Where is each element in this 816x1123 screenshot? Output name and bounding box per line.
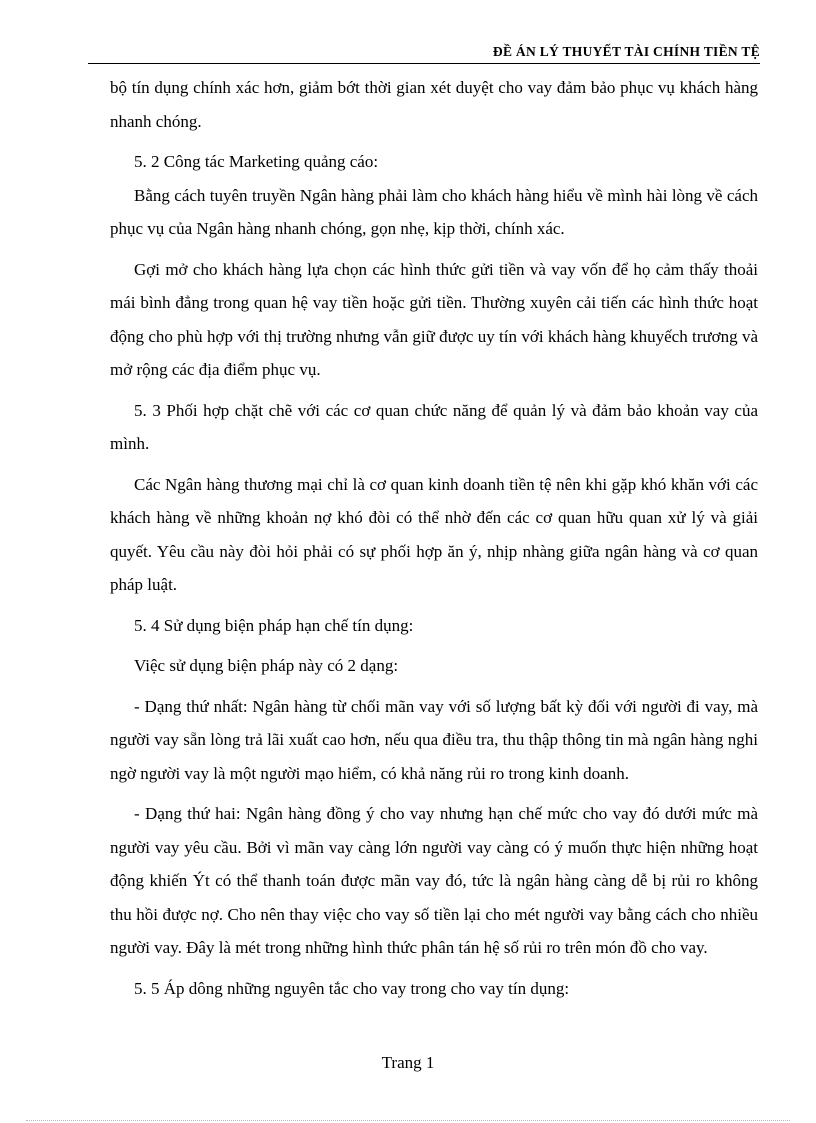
paragraph: Việc sử dụng biện pháp này có 2 dạng: [134, 656, 399, 675]
section-heading-5-3: 5. 3 Phối hợp chặt chẽ với các cơ quan chức năng để quản lý và đảm bảo khoản vay của mình. [110, 400, 758, 453]
paragraph: Gợi mở cho khách hàng lựa chọn các hình thức gửi tiền và vay vốn để họ cảm thấy thoải mái bình đẳng trong quan hệ vay tiền hoặc gửi tiền. Thường xuyên cải tiến các hình thức hoạt động cho phù hợp với thị trường nhưng vẫn giữ được uy tín với khách hàng khuyếch trương và mở rộng các địa điểm phục vụ. [110, 259, 758, 379]
section-heading-5-4: 5. 4 Sử dụng biện pháp hạn chế tín dụng: [134, 615, 414, 635]
section-heading-5-2: 5. 2 Công tác Marketing quảng cáo: [134, 152, 379, 171]
section-heading-5-5: 5. 5 Áp dông những nguyên tắc cho vay trong cho vay tín dụng: [134, 978, 570, 998]
page-footer [0, 1053, 816, 1073]
paragraph-continuation: bộ tín dụng chính xác hơn, giảm bớt thời gian xét duyệt cho vay đảm bảo phục vụ khách hàng nhanh chóng. [110, 78, 758, 131]
list-item: - Dạng thứ hai: Ngân hàng đồng ý cho vay nhưng hạn chế mức cho vay đó dưới mức mà người vay yêu cầu. Bởi vì mãn vay càng lớn người vay càng có ý muốn thực hiện những hoạt động khiến Ýt có thể thanh toán được mãn vay đó, tức là ngân hàng càng dễ bị rủi ro không thu hồi được nợ. Cho nên thay việc cho vay số tiền lại cho mét người vay bằng cách cho nhiều người vay. Đây là mét trong những hình thức phân tán hệ số rủi ro trên món đồ cho vay. [110, 804, 758, 957]
page-bottom-divider [26, 1120, 790, 1121]
page-number: Trang 1 [381, 1053, 435, 1072]
page-body [110, 71, 758, 1005]
header-title: ĐỀ ÁN LÝ THUYẾT TÀI CHÍNH TIỀN TỆ [492, 44, 760, 59]
paragraph: Các Ngân hàng thương mại chỉ là cơ quan kinh doanh tiền tệ nên khi gặp khó khăn với các khách hàng về những khoản nợ khó đòi có thể nhờ đến các cơ quan hữu quan xử lý và giải quyết. Yêu cầu này đòi hỏi phải có sự phối hợp ăn ý, nhịp nhàng giữa ngân hàng và cơ quan pháp luật. [110, 474, 758, 594]
page-header [88, 44, 760, 64]
list-item: - Dạng thứ nhất: Ngân hàng từ chối mãn vay với số lượng bất kỳ đối với người đi vay, mà người vay sẵn lòng trả lãi xuất cao hơn, nếu qua điều tra, thu thập thông tin mà ngân hàng nghi ngờ người vay là một người mạo hiểm, có khả năng rủi ro trong kinh doanh. [110, 696, 758, 783]
paragraph: Bằng cách tuyên truyền Ngân hàng phải làm cho khách hàng hiểu về mình hài lòng về cách phục vụ của Ngân hàng nhanh chóng, gọn nhẹ, kịp thời, chính xác. [110, 185, 758, 238]
